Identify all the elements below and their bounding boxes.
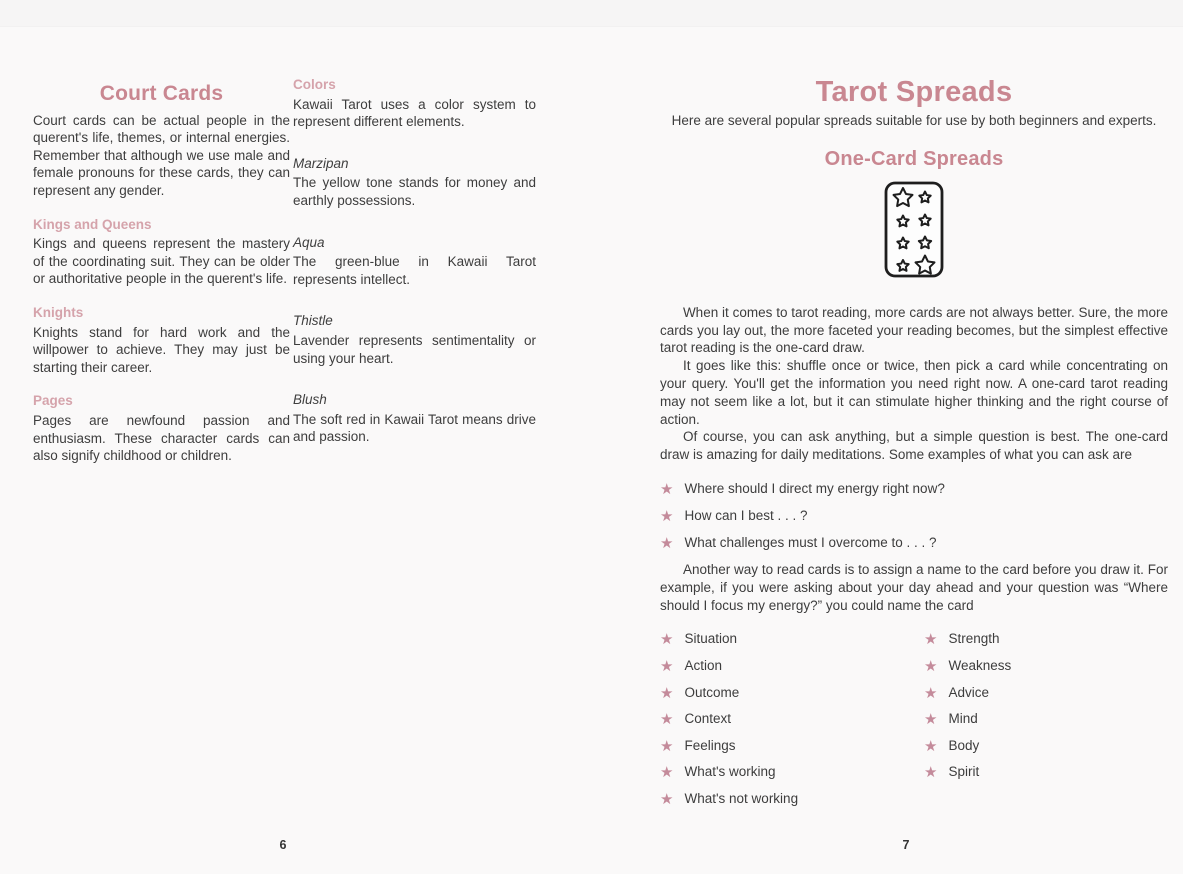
card-name: What's not working xyxy=(684,790,799,806)
color-name-aqua: Aqua xyxy=(293,234,325,250)
page-number-left: 6 xyxy=(279,838,287,852)
heading-colors: Colors xyxy=(293,77,336,92)
star-bullet-icon: ★ xyxy=(660,764,674,782)
card-name: Strength xyxy=(948,631,1000,647)
color-body-thistle: Lavender represents sentimentality or using your heart. xyxy=(293,332,536,366)
list-item xyxy=(660,737,924,755)
card-name: Body xyxy=(948,737,980,753)
color-body-aqua: The green-blue in Kawaii Tarot represents intellect. xyxy=(293,254,536,287)
tarot-spreads-title: Tarot Spreads xyxy=(815,76,1013,108)
card-name: Feelings xyxy=(684,737,736,753)
color-name-marzipan: Marzipan xyxy=(293,155,349,171)
color-name-blush: Blush xyxy=(293,392,327,408)
star-bullet-icon: ★ xyxy=(660,480,674,498)
star-bullet-icon: ★ xyxy=(660,711,674,729)
heading-knights: Knights xyxy=(33,304,84,320)
question-text: What challenges must I overcome to . . . ? xyxy=(684,534,937,550)
card-name: Outcome xyxy=(684,684,740,700)
card-name: Mind xyxy=(948,711,978,727)
star-bullet-icon: ★ xyxy=(660,507,674,525)
card-name-column-1 xyxy=(660,630,924,816)
one-card-spreads-title: One-Card Spreads xyxy=(824,148,1004,171)
tarot-spreads-subtitle: Here are several popular spreads suitable for use by both beginners and experts. xyxy=(671,112,1157,128)
card-name-column-2 xyxy=(924,630,1168,816)
list-item xyxy=(660,630,924,648)
heading-kings-and-queens: Kings and Queens xyxy=(33,216,152,232)
one-card-paragraph-1: When it comes to tarot reading, more cards are not always better. Sure, the more cards you lay out, the more faceted your reading becomes, but the simplest effective tarot reading is the one-card draw. xyxy=(660,304,1168,356)
star-bullet-icon: ★ xyxy=(660,790,674,808)
card-name: Advice xyxy=(948,684,989,700)
star-bullet-icon: ★ xyxy=(660,684,674,702)
list-item xyxy=(660,710,924,728)
list-item xyxy=(660,480,1168,498)
list-item xyxy=(660,684,924,702)
card-name: Weakness xyxy=(948,657,1012,673)
star-bullet-icon: ★ xyxy=(660,657,674,675)
question-list xyxy=(660,480,1168,552)
card-name: Spirit xyxy=(948,764,980,780)
list-item xyxy=(660,763,924,781)
left-page-column-1 xyxy=(33,82,290,465)
court-cards-title: Court Cards xyxy=(99,82,224,105)
body-kings-and-queens: Kings and queens represent the mastery of the coordinating suit. They can be older or authoritative people in the querent's life. xyxy=(33,236,290,287)
star-bullet-icon: ★ xyxy=(660,737,674,755)
star-bullet-icon: ★ xyxy=(924,631,938,649)
card-name-grid xyxy=(660,630,1168,816)
star-bullet-icon: ★ xyxy=(660,534,674,552)
star-bullet-icon: ★ xyxy=(924,737,938,755)
star-bullet-icon: ★ xyxy=(924,684,938,702)
one-card-paragraph-3: Of course, you can ask anything, but a simple question is best. The one-card draw is amazing for daily meditations. Some examples of what you can ask are xyxy=(660,429,1168,463)
closing-paragraph: Another way to read cards is to assign a name to the card before you draw it. For example, if you were asking about your day ahead and your question was “Where should I focus my energy?” you could name the card xyxy=(660,561,1168,613)
list-item xyxy=(660,507,1168,525)
list-item xyxy=(660,790,924,808)
list-item xyxy=(924,710,1168,728)
card-name: Context xyxy=(684,711,731,727)
color-body-marzipan: The yellow tone stands for money and earthly possessions. xyxy=(293,175,536,208)
left-page-column-2 xyxy=(293,76,536,446)
court-cards-intro: Court cards can be actual people in the querent's life, themes, or internal energies. Remember that although we use male and female pronouns for these cards, they can represent any gender. xyxy=(33,112,290,198)
star-bullet-icon: ★ xyxy=(924,657,938,675)
heading-pages: Pages xyxy=(33,393,73,409)
right-page-content xyxy=(660,76,1168,817)
list-item xyxy=(924,657,1168,675)
tarot-card-stars-icon xyxy=(884,181,944,278)
list-item xyxy=(924,763,1168,781)
question-text: Where should I direct my energy right now? xyxy=(684,480,945,496)
star-bullet-icon: ★ xyxy=(924,711,938,729)
page-number-right: 7 xyxy=(902,838,910,852)
card-name: What's working xyxy=(684,764,776,780)
scan-edge-strip xyxy=(0,0,1183,27)
card-name: Action xyxy=(684,657,722,673)
one-card-paragraph-2: It goes like this: shuffle once or twice, then pick a card while concentrating on your query. You'll get the information you need right now. A one-card tarot reading may not seem like a lot, but it can stimulate higher thinking and the right course of action. xyxy=(660,358,1168,427)
colors-intro: Kawaii Tarot uses a color system to represent different elements. xyxy=(293,96,536,130)
card-name: Situation xyxy=(684,631,737,647)
list-item xyxy=(924,737,1168,755)
list-item xyxy=(924,630,1168,648)
list-item xyxy=(924,684,1168,702)
star-bullet-icon: ★ xyxy=(660,631,674,649)
star-bullet-icon: ★ xyxy=(924,764,938,782)
body-knights: Knights stand for hard work and the willpower to achieve. They may just be starting their career. xyxy=(33,324,290,375)
body-pages: Pages are newfound passion and enthusiasm. These character cards can also signify childhood or children. xyxy=(33,412,290,464)
color-body-blush: The soft red in Kawaii Tarot means drive and passion. xyxy=(293,411,536,445)
list-item xyxy=(660,534,1168,552)
list-item xyxy=(660,657,924,675)
question-text: How can I best . . . ? xyxy=(684,507,808,523)
color-name-thistle: Thistle xyxy=(293,313,333,329)
